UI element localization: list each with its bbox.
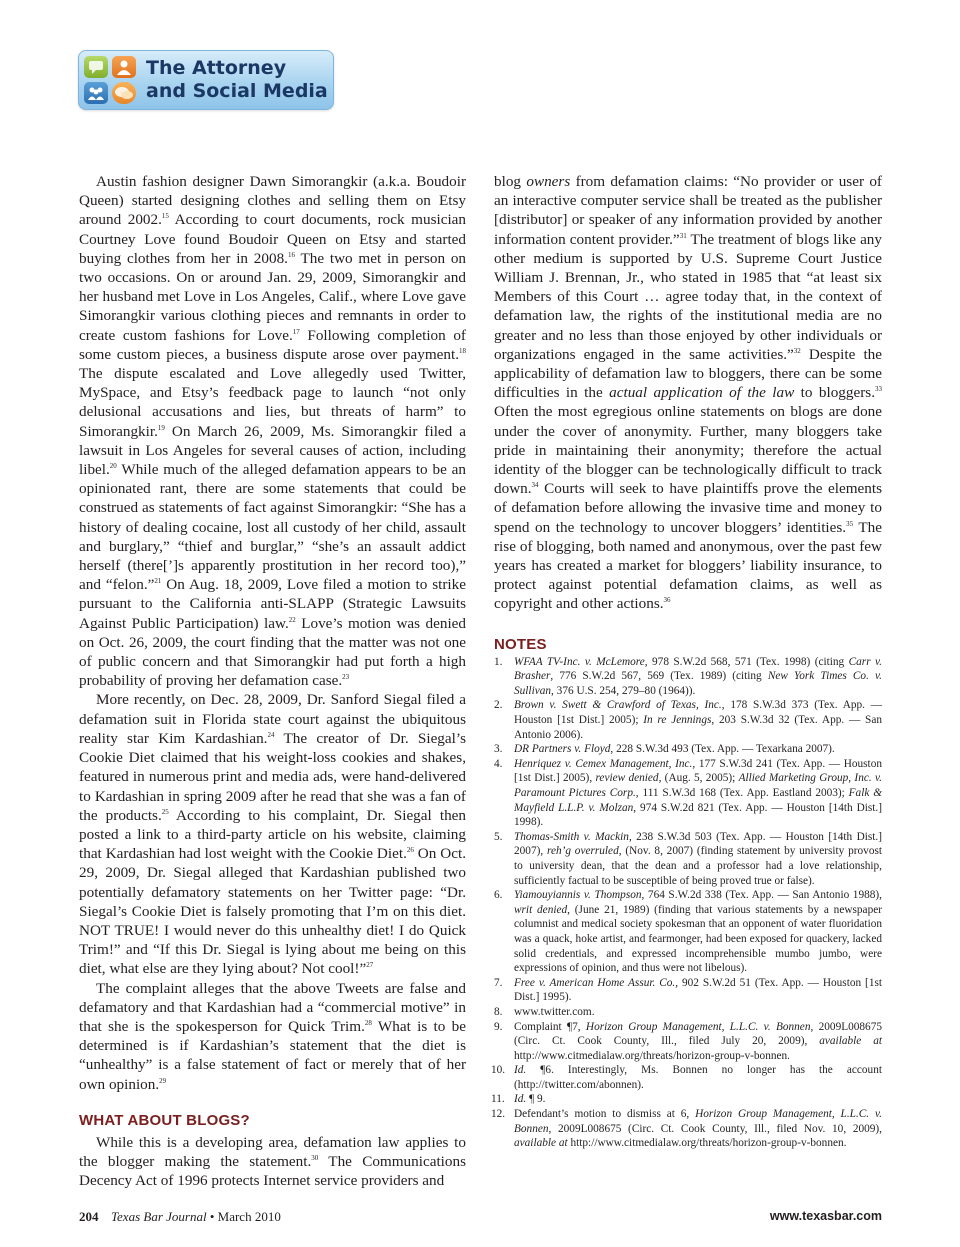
italic-text: In re Jennings bbox=[643, 714, 712, 727]
text-run: On March 26, 2009, Ms. Simorangkir filed a lawsuit in Los Angeles for several causes of action, including libel. bbox=[79, 422, 466, 479]
note-item bbox=[494, 976, 882, 1005]
italic-text: available at bbox=[514, 1137, 568, 1150]
text-run: Despite the applicability of defamation law to bloggers, there can be some difficulties in the bbox=[494, 345, 883, 402]
note-item bbox=[494, 888, 882, 976]
italic-text: Falk & Mayfield L.L.P. v. Molzan bbox=[514, 787, 882, 814]
body-paragraph bbox=[79, 690, 466, 978]
section-title-line1: The Attorney bbox=[146, 57, 287, 79]
note-number: 7. bbox=[494, 976, 503, 989]
note-number: 9. bbox=[494, 1020, 503, 1033]
italic-text: review denied bbox=[595, 772, 659, 785]
note-number: 11. bbox=[491, 1093, 505, 1106]
text-run: Austin fashion designer Dawn Simorangkir (a.k.a. Boudoir Queen) started designing clothes and selling them on Etsy around 2002. bbox=[79, 173, 466, 229]
text-run: , 2009L008675 (Circ. Ct. Cook County, Ill., filed Nov. 10, 2009), bbox=[548, 1122, 882, 1135]
section-heading-blogs: WHAT ABOUT BLOGS? bbox=[79, 1111, 250, 1129]
text-run: , 764 S.W.2d 338 (Tex. App. — San Antonio 1988), bbox=[641, 889, 882, 902]
note-number: 4. bbox=[494, 757, 503, 770]
italic-text: Free v. American Home Assur. Co. bbox=[514, 976, 676, 989]
note-number: 2. bbox=[494, 699, 503, 712]
text-run: from defamation claims: “No provider or user of an interactive computer service shall be treated as the publisher [distributor] or speaker of any information provided by another information content provider.” bbox=[494, 173, 882, 248]
text-run: On Aug. 18, 2009, Love filed a motion to strike pursuant to the California anti-SLAPP (Strategic Lawsuits Against Public Participation) law. bbox=[79, 576, 466, 632]
section-title-line2: and Social Media bbox=[146, 80, 328, 102]
italic-text: actual application of the law bbox=[609, 384, 795, 402]
footnote-ref: 22 bbox=[288, 615, 296, 624]
text-run: The creator of Dr. Siegal’s Cookie Diet claimed that his weight-loss cookies and shakes, featured in numerous print and media ads, were hand-delivered to Kardashian in spring 2009 after he read that she was a fan of the products. bbox=[79, 729, 466, 824]
italic-text: Thomas-Smith v. Mackin bbox=[514, 830, 629, 843]
text-run: According to court documents, rock musician Courtney Love found Boudoir Queen on Etsy and started buying clothes from her in 2008. bbox=[79, 211, 466, 267]
note-text bbox=[514, 1108, 882, 1149]
footnote-ref: 15 bbox=[161, 212, 169, 221]
body-paragraph bbox=[494, 172, 882, 614]
italic-text: owners bbox=[526, 173, 571, 190]
publication-info bbox=[111, 1209, 281, 1225]
text-run: , 178 S.W.3d 373 (Tex. App. — Houston [1st Dist.] 2005); bbox=[514, 699, 883, 727]
text-run: , 978 S.W.2d 568, 571 (Tex. 1998) (citing bbox=[644, 655, 849, 668]
note-item bbox=[494, 830, 882, 888]
note-text bbox=[514, 743, 835, 755]
italic-text: Carr v. Brasher bbox=[514, 655, 882, 683]
notes-list bbox=[491, 655, 883, 1151]
chat-bubble-icon bbox=[84, 56, 108, 78]
footnote-ref: 31 bbox=[679, 231, 687, 240]
italic-text: Yiamouyiannis v. Thompson bbox=[514, 889, 642, 902]
note-number: 10. bbox=[491, 1064, 506, 1077]
italic-text: DR Partners v. Floyd bbox=[514, 743, 611, 756]
note-number: 6. bbox=[494, 889, 503, 902]
footnote-ref: 21 bbox=[154, 577, 162, 586]
text-run: Love’s motion was denied on Oct. 26, 2009, the court finding that the matter was not one of public concern and that Simorangkir had put forth a high probability of proving her defamation case. bbox=[79, 614, 466, 690]
note-text bbox=[514, 889, 882, 974]
group-icon bbox=[84, 82, 108, 104]
text-run: The complaint alleges that the above Tweets are false and defamatory and that Kardashian had a “commercial motive” in that she is the spokesperson for Quick Trim. bbox=[79, 979, 466, 1035]
italic-text: Brown v. Swett & Crawford of Texas, Inc. bbox=[514, 699, 722, 712]
text-run: , (Nov. 8, 2007) (finding statement by university provost to university dean, that the dean and a professor had a love relationship, sufficiently factual to be susceptible of being proved true or false). bbox=[514, 845, 883, 887]
footer-separator: • bbox=[209, 1209, 215, 1224]
text-run: On Oct. 29, 2009, Dr. Siegal alleged that Kardashian published two potentially defamatory statements on her Twitter page: “Dr. Siegal’s Cookie Diet is falsely promoting that I’m on this diet. NOT TRUE! I would never do this unhealthy diet! I do Quick Trim!” and “If this Dr. Siegal is lying about me being on this diet, what else are they lying about? Not cool!” bbox=[79, 845, 466, 978]
text-run: Courts will seek to have plaintiffs prove the elements of defamation before allowing the invasive time and money to spend on the technology to uncover bloggers’ identities. bbox=[494, 480, 882, 536]
section-title bbox=[146, 57, 331, 103]
speech-bubbles-icon bbox=[112, 82, 136, 104]
text-run: , 376 U.S. 254, 279–80 (1964)). bbox=[551, 684, 696, 697]
footnote-ref: 30 bbox=[311, 1153, 319, 1162]
footnote-ref: 27 bbox=[366, 961, 374, 970]
note-number: 12. bbox=[491, 1108, 506, 1121]
note-number: 5. bbox=[494, 830, 503, 843]
text-run: , 902 S.W.2d 51 (Tex. App. — Houston [1st Dist.] 1995). bbox=[514, 976, 882, 1004]
footnote-ref: 20 bbox=[109, 462, 117, 471]
italic-text: reh’g overruled bbox=[546, 845, 619, 858]
right-column bbox=[491, 172, 883, 1151]
text-run: Following completion of some custom pieces, a business dispute arose over payment. bbox=[79, 326, 466, 363]
note-number: 8. bbox=[494, 1005, 503, 1018]
note-number: 3. bbox=[494, 743, 503, 756]
text-run: The dispute escalated and Love allegedly used Twitter, MySpace, and Etsy’s feedback page to launch “not only delusional accusations and lies, but threats of harm” to Simorangkir. bbox=[79, 365, 466, 440]
issue-date: March 2010 bbox=[217, 1209, 281, 1224]
footnote-ref: 35 bbox=[846, 519, 854, 528]
italic-text: writ denied bbox=[514, 903, 568, 916]
note-text bbox=[514, 1093, 546, 1105]
note-item bbox=[494, 757, 882, 830]
note-text bbox=[514, 1064, 882, 1091]
text-run: www.twitter.com. bbox=[514, 1005, 595, 1018]
note-item bbox=[491, 1063, 882, 1092]
text-run: ¶ 9. bbox=[526, 1093, 546, 1106]
note-item bbox=[494, 742, 882, 757]
text-run: , 238 S.W.3d 503 (Tex. App. — Houston [14th Dist.] 2007), bbox=[514, 830, 882, 858]
footnote-ref: 36 bbox=[663, 596, 671, 605]
italic-text: Horizon Group Management, L.L.C. v. Bonnen bbox=[585, 1020, 811, 1033]
italic-text: Id. bbox=[514, 1093, 527, 1106]
website-url: www.texasbar.com bbox=[769, 1209, 882, 1223]
text-run: The treatment of blogs like any other medium is supported by U.S. Supreme Court Justice William J. Brennan, Jr., who stated in 1985 that “at least six Members of this Court … agree today that, in the context of defamation law, the rights of the institutional media are no greater and no less than those enjoyed by other individuals or organizations engaged in the same activities.” bbox=[494, 230, 882, 363]
page-footer bbox=[79, 1209, 882, 1227]
italic-text: Horizon Group Management, L.L.C. v. Bonnen bbox=[514, 1108, 882, 1135]
footnote-ref: 29 bbox=[159, 1076, 167, 1085]
italic-text: Allied Marketing Group, Inc. v. Paramount Pictures Corp. bbox=[514, 772, 882, 800]
footnote-ref: 24 bbox=[267, 730, 275, 739]
text-run: , 177 S.W.3d 241 (Tex. App. — Houston [1st Dist.] 2005), bbox=[514, 757, 882, 785]
footnote-ref: 25 bbox=[161, 807, 169, 816]
text-run: What is to be determined is if Kardashian’s statement that the diet is “unhealthy” is a false statement of fact or merely that of her own opinion. bbox=[79, 1017, 466, 1093]
text-run: http://www.citmedialaw.org/threats/horizon-group-v-bonnen. bbox=[514, 1049, 790, 1062]
note-number: 1. bbox=[494, 655, 503, 668]
text-run: blog bbox=[494, 173, 527, 190]
text-run: , 111 S.W.3d 168 (Tex. App. Eastland 2003); bbox=[635, 787, 849, 800]
text-run: Complaint ¶7, bbox=[514, 1020, 586, 1033]
note-text bbox=[514, 758, 882, 828]
italic-text: Henriquez v. Cemex Management, Inc. bbox=[514, 757, 693, 770]
footnote-ref: 16 bbox=[287, 250, 295, 259]
text-run: According to his complaint, Dr. Siegal then posted a link to a third-party article on his website, claiming that Kardashian had lost weight with the Cookie Diet. bbox=[79, 806, 466, 863]
note-item bbox=[491, 1107, 882, 1151]
left-column bbox=[79, 172, 466, 1190]
note-text bbox=[514, 1006, 595, 1018]
text-run: , (Aug. 5, 2005); bbox=[658, 772, 739, 785]
text-run: , 203 S.W.3d 32 (Tex. App. — San Antonio 2006). bbox=[514, 714, 882, 741]
text-run: While this is a developing area, defamation law applies to the blogger making the statement. bbox=[79, 1133, 466, 1170]
note-item bbox=[494, 1020, 882, 1064]
text-run: Often the most egregious online statements on blogs are done under the cover of anonymity. Further, many bloggers take pride in maintaining their anonymity; therefore the actual identity of the blogger can be technologically difficult to track down. bbox=[494, 403, 882, 498]
body-paragraph bbox=[79, 172, 466, 690]
note-item bbox=[491, 1092, 882, 1107]
footnote-ref: 32 bbox=[793, 346, 801, 355]
section-badge bbox=[78, 50, 334, 110]
body-paragraph bbox=[79, 1133, 466, 1191]
footnote-ref: 19 bbox=[157, 423, 165, 432]
italic-text: WFAA TV-Inc. v. McLemore bbox=[514, 655, 645, 668]
note-text bbox=[514, 1021, 882, 1062]
text-run: , 2009L008675 (Circ. Ct. Cook County, Ill., filed July 20, 2009), bbox=[514, 1020, 883, 1048]
note-item bbox=[494, 1005, 882, 1020]
text-run: , (June 21, 1989) (finding that various statements by a newspaper columnist and medical society spokesman that an opponent of water fluoridation was a quack, hoke artist, and fearmonger, had been exposed for quackery, lacked solid credentials, and expressed incomprehensible mumbo jumbo, were expressions of opinion, and thus were not libelous). bbox=[514, 903, 882, 975]
footnote-ref: 26 bbox=[406, 846, 414, 855]
text-run: The rise of blogging, both named and anonymous, over the past few years has created a market for bloggers’ liability insurance, to protect against potential defamation claims, as well as copyright and other actions. bbox=[494, 518, 883, 613]
text-run: , 776 S.W.2d 567, 569 (Tex. 1989) (citing bbox=[550, 670, 768, 683]
italic-text: New York Times Co. v. Sullivan bbox=[514, 670, 883, 697]
text-run: The two met in person on two occasions. On or around Jan. 29, 2009, Simorangkir and her husband met Love in Los Angeles, Calif., where Love gave Simorangkir various clothing pieces and remnants in order to create custom fashions for Love. bbox=[79, 249, 467, 344]
note-item bbox=[494, 698, 882, 742]
text-run: ¶6. Interestingly, Ms. Bonnen no longer has the account (http://twitter.com/abonnen). bbox=[514, 1064, 882, 1091]
notes-heading: NOTES bbox=[494, 635, 547, 653]
footnote-ref: 34 bbox=[531, 481, 539, 490]
italic-text: Id. bbox=[514, 1064, 527, 1077]
note-text bbox=[514, 699, 882, 740]
page-number: 204 bbox=[79, 1209, 99, 1224]
body-paragraph bbox=[79, 979, 466, 1094]
footnote-ref: 33 bbox=[875, 385, 882, 394]
footnote-ref: 23 bbox=[342, 673, 350, 682]
footnote-ref: 17 bbox=[292, 327, 300, 336]
person-icon bbox=[112, 56, 136, 78]
note-text bbox=[514, 977, 882, 1004]
note-item bbox=[494, 655, 882, 699]
text-run: , 974 S.W.2d 821 (Tex. App. — Houston [14th Dist.] 1998). bbox=[514, 801, 883, 829]
text-run: http://www.citmedialaw.org/threats/horizon-group-v-bonnen. bbox=[567, 1137, 847, 1150]
publication-name: Texas Bar Journal bbox=[111, 1209, 207, 1224]
footnote-ref: 18 bbox=[459, 346, 466, 355]
italic-text: available at bbox=[819, 1035, 883, 1048]
note-text bbox=[514, 656, 882, 697]
text-run: The Communications Decency Act of 1996 protects Internet service providers and bbox=[79, 1152, 466, 1190]
text-run: More recently, on Dec. 28, 2009, Dr. Sanford Siegal filed a defamation suit in Florida state court against the ubiquitous reality star Kim Kardashian. bbox=[79, 691, 466, 747]
text-run: While much of the alleged defamation appears to be an opinionated rant, there are some statements that could be construed as statements of fact against Simorangkir: “She has a history of dealing cocaine, lost all custody of her child, assault and burglary,” “thief and burglar,” “she’s an assault addict herself (there[’]s apparently prostitution in her record too),” and “felon.” bbox=[79, 461, 466, 594]
text-run: Defendant’s motion to dismiss at 6, bbox=[514, 1108, 696, 1121]
text-run: , 228 S.W.3d 493 (Tex. App. — Texarkana 2007). bbox=[610, 743, 835, 756]
note-text bbox=[514, 831, 882, 887]
footnote-ref: 28 bbox=[364, 1018, 372, 1027]
text-run: to bloggers. bbox=[794, 384, 875, 402]
social-media-icons bbox=[84, 56, 140, 106]
